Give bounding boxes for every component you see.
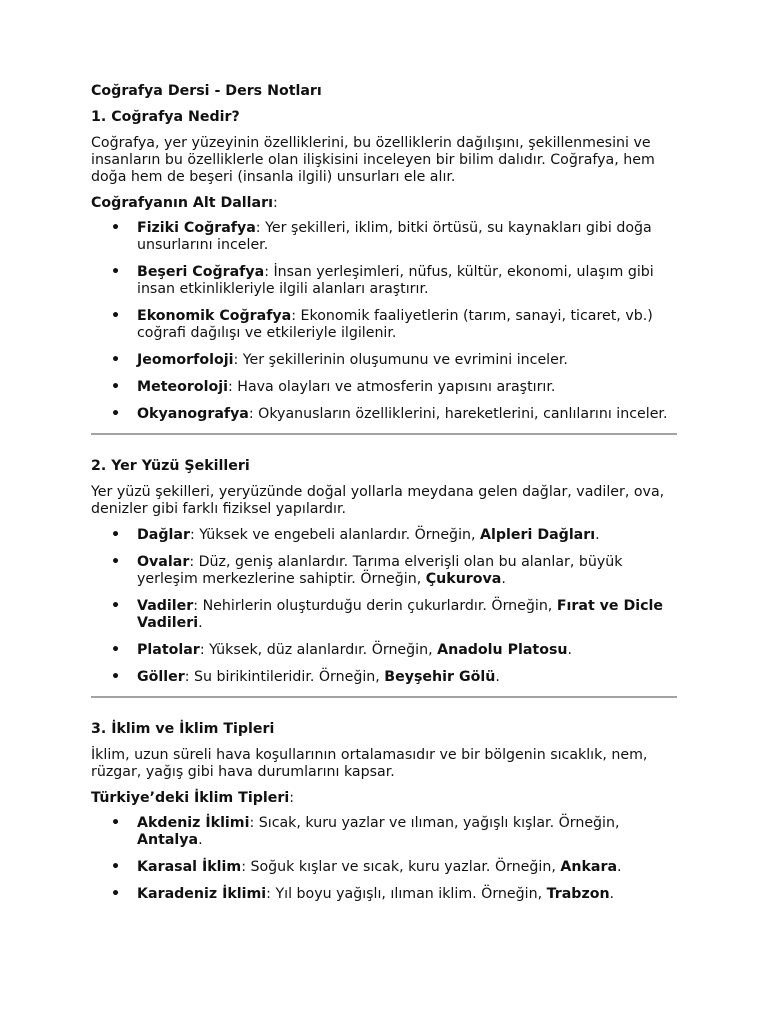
item-term: Jeomorfoloji <box>137 352 234 368</box>
bullet-icon: • <box>111 264 121 280</box>
climate-types-label-text: Türkiye’deki İklim Tipleri <box>91 790 290 806</box>
section-landforms <box>91 458 677 686</box>
list-item <box>91 886 677 903</box>
item-example: Ankara <box>560 859 618 875</box>
item-text: : Yer şekillerinin oluşumunu ve evrimini inceler. <box>233 352 568 368</box>
item-end: . <box>198 615 203 631</box>
item-end: . <box>567 642 573 658</box>
item-text: : Nehirlerin oluşturduğu derin çukurlardır. Örneğin, <box>193 598 557 614</box>
climate-types-list <box>91 815 677 903</box>
subbranches-label <box>91 195 677 212</box>
bullet-icon: • <box>111 527 121 543</box>
item-text: : Yüksek, düz alanlardır. Örneğin, <box>199 642 438 658</box>
list-item <box>91 554 677 588</box>
section-heading: 2. Yer Yüzü Şekilleri <box>91 458 250 474</box>
item-text: : Düz, geniş alanlardır. Tarıma elverişli olan bu alanlar, büyük yerleşim merkezlerine sahiptir. Örneğin, <box>137 554 623 587</box>
item-text: : Yıl boyu yağışlı, ılıman iklim. Örneğin, <box>266 886 547 902</box>
section-what-is-geography <box>91 109 677 423</box>
item-term: Akdeniz İklimi <box>137 815 250 831</box>
list-item <box>91 815 677 849</box>
section-paragraph: Coğrafya, yer yüzeyinin özelliklerini, bu özelliklerin dağılışını, şekillenmesini ve insanların bu özelliklerle olan ilişkisini inceleyen bir bilim dalıdır. Coğrafya, hem doğa hem de beşeri (insanla ilgili) unsurları ele alır. <box>91 135 655 185</box>
list-item <box>91 598 677 632</box>
item-text: : Ekonomik faaliyetlerin (tarım, sanayi, ticaret, vb.) coğrafi dağılışı ve etkileriyle ilgilenir. <box>137 308 653 341</box>
item-term: Meteoroloji <box>137 379 228 395</box>
section-divider <box>91 433 677 435</box>
landforms-list <box>91 527 677 686</box>
list-item <box>91 527 677 544</box>
section-paragraph: Yer yüzü şekilleri, yeryüzünde doğal yollarla meydana gelen dağlar, vadiler, ova, denizler gibi farklı fiziksel yapılardır. <box>91 484 665 517</box>
item-text: : Yüksek ve engebeli alanlardır. Örneğin, <box>189 527 481 543</box>
list-item <box>91 352 677 369</box>
item-term: Okyanografya <box>137 406 249 422</box>
climate-types-label <box>91 790 677 807</box>
section-divider <box>91 696 677 698</box>
list-item <box>91 220 677 254</box>
item-term: Vadiler <box>137 598 194 614</box>
document-title: Coğrafya Dersi - Ders Notları <box>91 83 322 99</box>
bullet-icon: • <box>111 352 121 368</box>
subbranches-label-colon: : <box>272 195 278 211</box>
item-term: Ekonomik Coğrafya <box>137 308 292 324</box>
item-text: : Su birikintileridir. Örneğin, <box>184 669 385 685</box>
list-item <box>91 308 677 342</box>
list-item <box>91 669 677 686</box>
item-end: . <box>198 832 203 848</box>
subbranches-label-text: Coğrafyanın Alt Dalları <box>91 195 273 211</box>
item-term: Fiziki Coğrafya <box>137 220 256 236</box>
bullet-icon: • <box>111 859 121 875</box>
item-term: Platolar <box>137 642 200 658</box>
bullet-icon: • <box>111 886 121 902</box>
climate-types-label-colon: : <box>289 790 294 806</box>
bullet-icon: • <box>111 815 121 831</box>
bullet-icon: • <box>111 554 121 570</box>
item-end: . <box>501 571 506 587</box>
bullet-icon: • <box>111 379 121 395</box>
section-heading: 3. İklim ve İklim Tipleri <box>91 721 275 737</box>
item-end: . <box>595 527 600 543</box>
item-text: : Hava olayları ve atmosferin yapısını araştırır. <box>227 379 556 395</box>
item-example: Çukurova <box>425 571 502 587</box>
item-term: Beşeri Coğrafya <box>137 264 265 280</box>
item-end: . <box>609 886 615 902</box>
item-term: Karadeniz İklimi <box>137 886 267 902</box>
item-text: : Okyanusların özelliklerini, hareketlerini, canlılarını inceler. <box>248 406 668 422</box>
item-example: Fırat ve Dicle Vadileri <box>137 598 664 631</box>
bullet-icon: • <box>111 406 121 422</box>
item-example: Alpleri Dağları <box>480 527 596 543</box>
item-example: Anadolu Platosu <box>437 642 568 658</box>
document-page <box>91 83 677 913</box>
section-heading: 1. Coğrafya Nedir? <box>91 109 240 125</box>
item-end: . <box>495 669 500 685</box>
item-example: Trabzon <box>546 886 610 902</box>
item-term: Ovalar <box>137 554 190 570</box>
list-item <box>91 859 677 876</box>
bullet-icon: • <box>111 598 121 614</box>
item-text: : Yer şekilleri, iklim, bitki örtüsü, su kaynakları gibi doğa unsurlarını inceler. <box>137 220 652 253</box>
item-term: Karasal İklim <box>137 859 242 875</box>
item-term: Dağlar <box>137 527 190 543</box>
bullet-icon: • <box>111 308 121 324</box>
list-item <box>91 642 677 659</box>
item-text: : İnsan yerleşimleri, nüfus, kültür, ekonomi, ulaşım gibi insan etkinlikleriyle ilgili alanları araştırır. <box>137 264 654 297</box>
section-climate <box>91 721 677 903</box>
subbranches-list <box>91 220 677 423</box>
bullet-icon: • <box>111 642 121 658</box>
item-end: . <box>617 859 622 875</box>
item-text: : Sıcak, kuru yazlar ve ılıman, yağışlı kışlar. Örneğin, <box>249 815 620 831</box>
section-paragraph: İklim, uzun süreli hava koşullarının ortalamasıdır ve bir bölgenin sıcaklık, nem, rüzgar, yağış gibi hava durumlarını kapsar. <box>91 747 648 780</box>
bullet-icon: • <box>111 220 121 236</box>
item-text: : Soğuk kışlar ve sıcak, kuru yazlar. Örneğin, <box>241 859 561 875</box>
list-item <box>91 379 677 396</box>
list-item <box>91 264 677 298</box>
item-example: Antalya <box>137 832 199 848</box>
list-item <box>91 406 677 423</box>
bullet-icon: • <box>111 669 121 685</box>
item-example: Beyşehir Gölü <box>384 669 496 685</box>
item-term: Göller <box>137 669 185 685</box>
